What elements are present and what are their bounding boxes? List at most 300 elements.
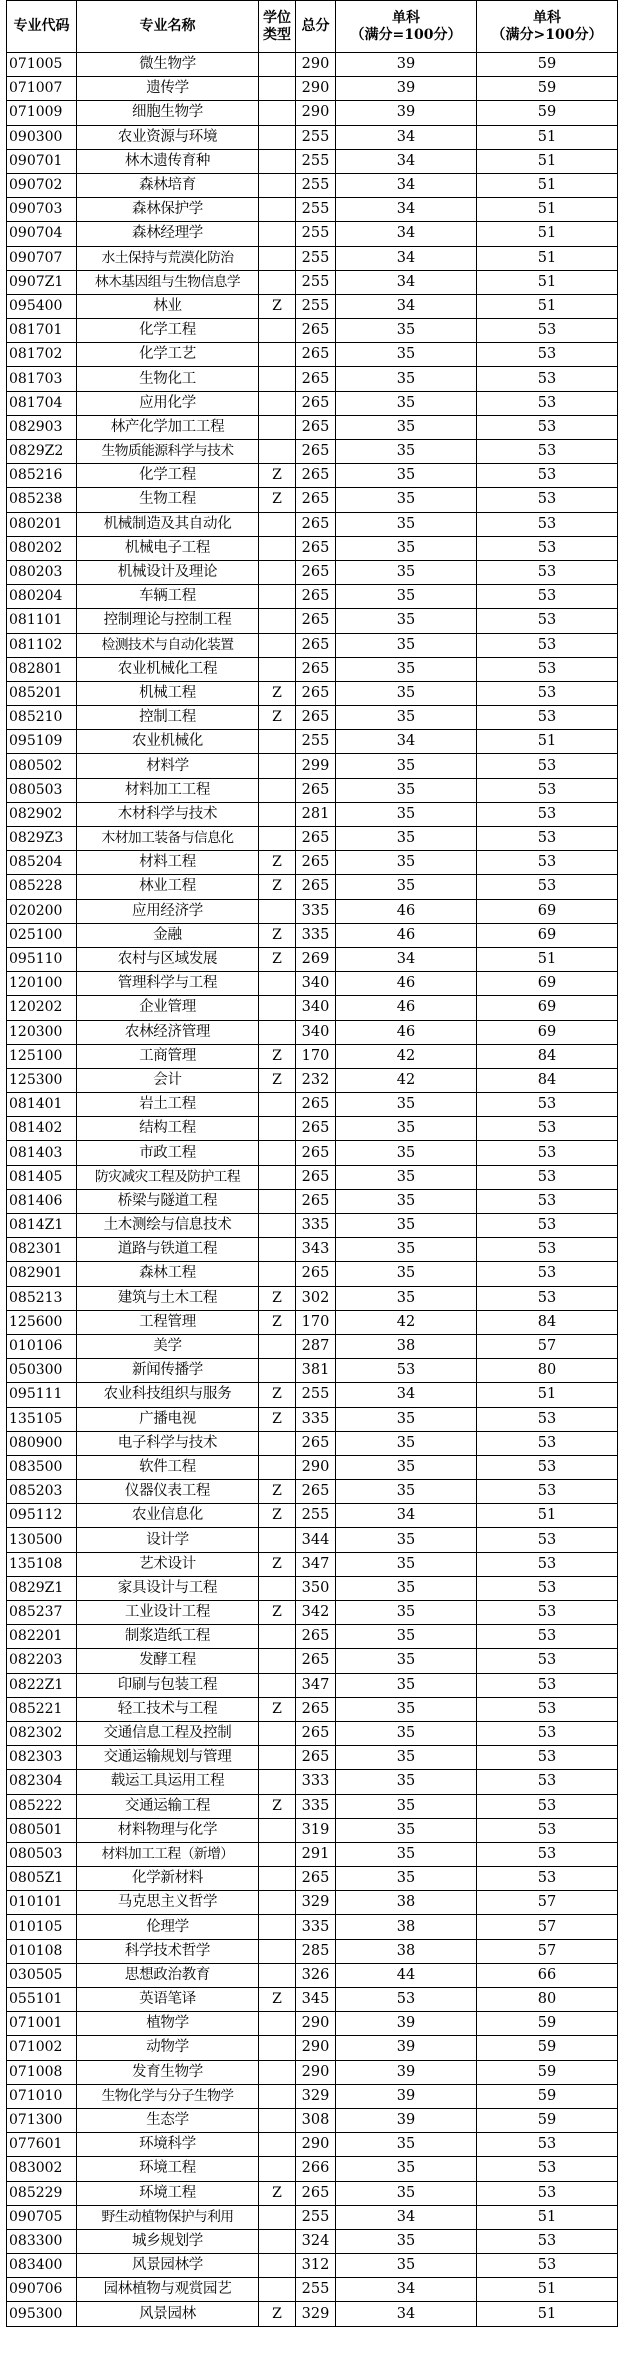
cell-single-over-100: 53 bbox=[477, 585, 618, 609]
cell-single-100: 35 bbox=[336, 440, 477, 464]
cell-degree bbox=[259, 2133, 296, 2157]
cell-single-over-100: 53 bbox=[477, 536, 618, 560]
cell-single-over-100: 51 bbox=[477, 294, 618, 318]
cell-code: 081401 bbox=[7, 1093, 77, 1117]
cell-code: 030505 bbox=[7, 1963, 77, 1987]
table-row bbox=[7, 246, 618, 270]
cell-degree: Z bbox=[259, 1552, 296, 1576]
cell-name: 化学工艺 bbox=[77, 343, 259, 367]
cell-name: 动物学 bbox=[77, 2036, 259, 2060]
cell-degree: Z bbox=[259, 1794, 296, 1818]
cell-total: 340 bbox=[296, 972, 336, 996]
cell-code: 080503 bbox=[7, 1842, 77, 1866]
table-row bbox=[7, 1552, 618, 1576]
cell-degree bbox=[259, 125, 296, 149]
cell-degree bbox=[259, 2036, 296, 2060]
cell-single-over-100: 53 bbox=[477, 1455, 618, 1479]
cell-code: 090705 bbox=[7, 2205, 77, 2229]
cell-single-over-100: 59 bbox=[477, 2084, 618, 2108]
cell-code: 085210 bbox=[7, 706, 77, 730]
cell-degree bbox=[259, 101, 296, 125]
cell-single-over-100: 53 bbox=[477, 1601, 618, 1625]
cell-total: 255 bbox=[296, 173, 336, 197]
cell-code: 085238 bbox=[7, 488, 77, 512]
table-row bbox=[7, 2181, 618, 2205]
cell-total: 265 bbox=[296, 1625, 336, 1649]
header-single-over-100-line1: 单科 bbox=[533, 9, 561, 26]
cell-total: 335 bbox=[296, 899, 336, 923]
cell-code: 085237 bbox=[7, 1601, 77, 1625]
cell-single-100: 34 bbox=[336, 730, 477, 754]
cell-total: 299 bbox=[296, 754, 336, 778]
table-row bbox=[7, 633, 618, 657]
cell-single-over-100: 57 bbox=[477, 1915, 618, 1939]
cell-name: 交通信息工程及控制 bbox=[77, 1721, 259, 1745]
cell-total: 319 bbox=[296, 1818, 336, 1842]
cell-name: 印刷与包装工程 bbox=[77, 1673, 259, 1697]
cell-degree: Z bbox=[259, 1407, 296, 1431]
cell-code: 081704 bbox=[7, 391, 77, 415]
cell-degree bbox=[259, 319, 296, 343]
cell-total: 324 bbox=[296, 2229, 336, 2253]
cell-total: 312 bbox=[296, 2254, 336, 2278]
cell-code: 0822Z1 bbox=[7, 1673, 77, 1697]
cell-single-over-100: 53 bbox=[477, 802, 618, 826]
cell-degree bbox=[259, 778, 296, 802]
table-row bbox=[7, 2133, 618, 2157]
cell-total: 265 bbox=[296, 1721, 336, 1745]
cell-name: 植物学 bbox=[77, 2012, 259, 2036]
cell-degree bbox=[259, 996, 296, 1020]
cell-single-over-100: 51 bbox=[477, 2278, 618, 2302]
cell-total: 302 bbox=[296, 1286, 336, 1310]
cell-total: 265 bbox=[296, 1697, 336, 1721]
cell-total: 290 bbox=[296, 2036, 336, 2060]
cell-single-over-100: 53 bbox=[477, 1480, 618, 1504]
cell-degree bbox=[259, 1770, 296, 1794]
cell-code: 090300 bbox=[7, 125, 77, 149]
cell-name: 英语笔译 bbox=[77, 1988, 259, 2012]
cell-code: 083002 bbox=[7, 2157, 77, 2181]
cell-total: 347 bbox=[296, 1673, 336, 1697]
cell-single-over-100: 59 bbox=[477, 2012, 618, 2036]
cell-total: 255 bbox=[296, 294, 336, 318]
table-row bbox=[7, 1673, 618, 1697]
cell-code: 082302 bbox=[7, 1721, 77, 1745]
cell-degree bbox=[259, 657, 296, 681]
cell-name: 森林培育 bbox=[77, 173, 259, 197]
cell-code: 081102 bbox=[7, 633, 77, 657]
cell-single-over-100: 53 bbox=[477, 633, 618, 657]
cell-name: 生物化学与分子生物学 bbox=[77, 2084, 259, 2108]
cell-single-over-100: 53 bbox=[477, 1649, 618, 1673]
cell-total: 265 bbox=[296, 657, 336, 681]
cell-name: 控制工程 bbox=[77, 706, 259, 730]
cell-degree bbox=[259, 2229, 296, 2253]
cell-single-100: 35 bbox=[336, 2229, 477, 2253]
cell-single-100: 35 bbox=[336, 1455, 477, 1479]
table-row bbox=[7, 2108, 618, 2132]
cell-single-100: 34 bbox=[336, 222, 477, 246]
cell-name: 园林植物与观赏园艺 bbox=[77, 2278, 259, 2302]
table-row bbox=[7, 1238, 618, 1262]
cell-single-100: 35 bbox=[336, 1552, 477, 1576]
cell-degree bbox=[259, 222, 296, 246]
cell-single-over-100: 69 bbox=[477, 972, 618, 996]
cell-single-over-100: 53 bbox=[477, 1262, 618, 1286]
table-row bbox=[7, 657, 618, 681]
cell-total: 290 bbox=[296, 2133, 336, 2157]
table-row bbox=[7, 1068, 618, 1092]
cell-name: 化学工程 bbox=[77, 319, 259, 343]
table-row bbox=[7, 1794, 618, 1818]
cell-single-over-100: 53 bbox=[477, 1431, 618, 1455]
cell-total: 265 bbox=[296, 512, 336, 536]
cell-code: 050300 bbox=[7, 1359, 77, 1383]
cell-code: 095400 bbox=[7, 294, 77, 318]
cell-single-100: 46 bbox=[336, 923, 477, 947]
cell-total: 269 bbox=[296, 947, 336, 971]
score-table-container bbox=[6, 0, 617, 2327]
cell-single-100: 35 bbox=[336, 2254, 477, 2278]
table-row bbox=[7, 1770, 618, 1794]
cell-name: 结构工程 bbox=[77, 1117, 259, 1141]
cell-name: 生物化工 bbox=[77, 367, 259, 391]
cell-total: 285 bbox=[296, 1939, 336, 1963]
cell-degree bbox=[259, 2278, 296, 2302]
cell-degree bbox=[259, 1891, 296, 1915]
cell-degree bbox=[259, 1189, 296, 1213]
cell-single-over-100: 53 bbox=[477, 1552, 618, 1576]
cell-name: 桥梁与隧道工程 bbox=[77, 1189, 259, 1213]
cell-name: 农业机械化工程 bbox=[77, 657, 259, 681]
cell-total: 347 bbox=[296, 1552, 336, 1576]
table-row bbox=[7, 1625, 618, 1649]
table-row bbox=[7, 1842, 618, 1866]
cell-single-over-100: 69 bbox=[477, 1020, 618, 1044]
cell-total: 329 bbox=[296, 2302, 336, 2326]
cell-code: 082203 bbox=[7, 1649, 77, 1673]
cell-single-over-100: 53 bbox=[477, 1528, 618, 1552]
cell-degree bbox=[259, 440, 296, 464]
cell-single-100: 53 bbox=[336, 1988, 477, 2012]
cell-total: 265 bbox=[296, 488, 336, 512]
cell-total: 335 bbox=[296, 1407, 336, 1431]
cell-single-over-100: 53 bbox=[477, 1238, 618, 1262]
cell-degree bbox=[259, 2012, 296, 2036]
cell-single-100: 35 bbox=[336, 657, 477, 681]
cell-degree: Z bbox=[259, 681, 296, 705]
cell-total: 255 bbox=[296, 1383, 336, 1407]
cell-total: 255 bbox=[296, 2205, 336, 2229]
cell-code: 135105 bbox=[7, 1407, 77, 1431]
table-row bbox=[7, 923, 618, 947]
cell-single-over-100: 53 bbox=[477, 657, 618, 681]
cell-total: 255 bbox=[296, 246, 336, 270]
cell-single-over-100: 51 bbox=[477, 1504, 618, 1528]
cell-code: 081701 bbox=[7, 319, 77, 343]
table-row bbox=[7, 730, 618, 754]
cell-name: 农业信息化 bbox=[77, 1504, 259, 1528]
table-row bbox=[7, 1746, 618, 1770]
cell-single-100: 38 bbox=[336, 1891, 477, 1915]
table-row bbox=[7, 1093, 618, 1117]
cell-degree: Z bbox=[259, 1504, 296, 1528]
cell-name: 风景园林 bbox=[77, 2302, 259, 2326]
cell-code: 0805Z1 bbox=[7, 1867, 77, 1891]
cell-single-over-100: 59 bbox=[477, 2108, 618, 2132]
cell-code: 095300 bbox=[7, 2302, 77, 2326]
cell-single-over-100: 80 bbox=[477, 1988, 618, 2012]
table-header bbox=[7, 1, 618, 53]
cell-single-over-100: 53 bbox=[477, 706, 618, 730]
cell-name: 交通运输工程 bbox=[77, 1794, 259, 1818]
cell-name: 载运工具运用工程 bbox=[77, 1770, 259, 1794]
cell-total: 170 bbox=[296, 1044, 336, 1068]
cell-name: 道路与铁道工程 bbox=[77, 1238, 259, 1262]
cell-single-over-100: 59 bbox=[477, 101, 618, 125]
table-body bbox=[7, 53, 618, 2327]
cell-single-over-100: 51 bbox=[477, 222, 618, 246]
cell-single-100: 35 bbox=[336, 1165, 477, 1189]
cell-single-100: 35 bbox=[336, 1093, 477, 1117]
cell-single-100: 38 bbox=[336, 1915, 477, 1939]
cell-total: 290 bbox=[296, 53, 336, 77]
cell-total: 265 bbox=[296, 536, 336, 560]
cell-name: 制浆造纸工程 bbox=[77, 1625, 259, 1649]
cell-code: 082201 bbox=[7, 1625, 77, 1649]
cell-single-100: 35 bbox=[336, 706, 477, 730]
cell-single-100: 34 bbox=[336, 947, 477, 971]
table-row bbox=[7, 1988, 618, 2012]
cell-total: 290 bbox=[296, 2012, 336, 2036]
cell-single-100: 35 bbox=[336, 1286, 477, 1310]
cell-single-100: 35 bbox=[336, 1721, 477, 1745]
cell-single-100: 35 bbox=[336, 1262, 477, 1286]
cell-name: 企业管理 bbox=[77, 996, 259, 1020]
cell-name: 林业 bbox=[77, 294, 259, 318]
table-row bbox=[7, 77, 618, 101]
cell-total: 265 bbox=[296, 681, 336, 705]
cell-code: 081402 bbox=[7, 1117, 77, 1141]
cell-degree: Z bbox=[259, 1697, 296, 1721]
table-row bbox=[7, 1044, 618, 1068]
cell-total: 265 bbox=[296, 827, 336, 851]
cell-code: 085203 bbox=[7, 1480, 77, 1504]
cell-total: 344 bbox=[296, 1528, 336, 1552]
cell-total: 335 bbox=[296, 923, 336, 947]
cell-degree bbox=[259, 1117, 296, 1141]
table-row bbox=[7, 899, 618, 923]
cell-single-over-100: 53 bbox=[477, 2181, 618, 2205]
cell-single-100: 35 bbox=[336, 681, 477, 705]
cell-single-100: 35 bbox=[336, 1601, 477, 1625]
cell-degree bbox=[259, 1141, 296, 1165]
cell-name: 环境工程 bbox=[77, 2181, 259, 2205]
cell-single-100: 34 bbox=[336, 2205, 477, 2229]
cell-total: 265 bbox=[296, 319, 336, 343]
cell-degree: Z bbox=[259, 2181, 296, 2205]
cell-name: 市政工程 bbox=[77, 1141, 259, 1165]
cell-code: 080501 bbox=[7, 1818, 77, 1842]
table-row bbox=[7, 2012, 618, 2036]
table-row bbox=[7, 947, 618, 971]
table-row bbox=[7, 1480, 618, 1504]
cell-code: 010108 bbox=[7, 1939, 77, 1963]
cell-single-100: 35 bbox=[336, 1528, 477, 1552]
cell-name: 森林经理学 bbox=[77, 222, 259, 246]
header-row bbox=[7, 1, 618, 53]
table-row bbox=[7, 1455, 618, 1479]
cell-single-over-100: 53 bbox=[477, 851, 618, 875]
cell-single-over-100: 57 bbox=[477, 1891, 618, 1915]
cell-single-100: 39 bbox=[336, 53, 477, 77]
cell-code: 085221 bbox=[7, 1697, 77, 1721]
cell-single-over-100: 53 bbox=[477, 415, 618, 439]
cell-single-100: 35 bbox=[336, 415, 477, 439]
cell-single-100: 42 bbox=[336, 1068, 477, 1092]
cell-total: 255 bbox=[296, 2278, 336, 2302]
header-total: 总分 bbox=[296, 1, 336, 53]
cell-degree bbox=[259, 536, 296, 560]
cell-single-over-100: 53 bbox=[477, 367, 618, 391]
cell-single-over-100: 51 bbox=[477, 125, 618, 149]
cell-single-over-100: 53 bbox=[477, 512, 618, 536]
cell-name: 建筑与土木工程 bbox=[77, 1286, 259, 1310]
table-row bbox=[7, 2060, 618, 2084]
header-single-100-line2: （满分=100分） bbox=[350, 26, 462, 43]
cell-single-100: 34 bbox=[336, 198, 477, 222]
cell-degree bbox=[259, 2060, 296, 2084]
table-row bbox=[7, 488, 618, 512]
cell-single-over-100: 51 bbox=[477, 149, 618, 173]
table-row bbox=[7, 440, 618, 464]
cell-name: 马克思主义哲学 bbox=[77, 1891, 259, 1915]
cell-code: 080503 bbox=[7, 778, 77, 802]
cell-single-100: 35 bbox=[336, 1649, 477, 1673]
cell-name: 材料加工工程 bbox=[77, 778, 259, 802]
cell-single-100: 34 bbox=[336, 2278, 477, 2302]
cell-degree bbox=[259, 149, 296, 173]
cell-single-over-100: 57 bbox=[477, 1334, 618, 1358]
table-row bbox=[7, 560, 618, 584]
cell-name: 防灾减灾工程及防护工程 bbox=[77, 1165, 259, 1189]
cell-name: 林业工程 bbox=[77, 875, 259, 899]
cell-degree: Z bbox=[259, 706, 296, 730]
cell-name: 机械电子工程 bbox=[77, 536, 259, 560]
cell-code: 081403 bbox=[7, 1141, 77, 1165]
cell-name: 农业科技组织与服务 bbox=[77, 1383, 259, 1407]
cell-degree bbox=[259, 1625, 296, 1649]
cell-single-100: 35 bbox=[336, 802, 477, 826]
cell-degree bbox=[259, 585, 296, 609]
cell-name: 软件工程 bbox=[77, 1455, 259, 1479]
cell-single-over-100: 53 bbox=[477, 1189, 618, 1213]
cell-single-100: 34 bbox=[336, 270, 477, 294]
table-row bbox=[7, 2084, 618, 2108]
cell-name: 林产化学加工工程 bbox=[77, 415, 259, 439]
cell-total: 335 bbox=[296, 1214, 336, 1238]
table-row bbox=[7, 1286, 618, 1310]
cell-name: 科学技术哲学 bbox=[77, 1939, 259, 1963]
cell-name: 机械工程 bbox=[77, 681, 259, 705]
cell-name: 土木测绘与信息技术 bbox=[77, 1214, 259, 1238]
table-row bbox=[7, 585, 618, 609]
table-row bbox=[7, 778, 618, 802]
cell-code: 0829Z3 bbox=[7, 827, 77, 851]
table-row bbox=[7, 802, 618, 826]
cell-degree bbox=[259, 1576, 296, 1600]
table-row bbox=[7, 1867, 618, 1891]
table-row bbox=[7, 827, 618, 851]
cell-degree bbox=[259, 53, 296, 77]
cell-degree bbox=[259, 2205, 296, 2229]
cell-single-100: 35 bbox=[336, 1697, 477, 1721]
cell-single-100: 35 bbox=[336, 1673, 477, 1697]
cell-code: 071009 bbox=[7, 101, 77, 125]
cell-code: 081703 bbox=[7, 367, 77, 391]
cell-single-over-100: 53 bbox=[477, 1117, 618, 1141]
cell-single-100: 35 bbox=[336, 512, 477, 536]
cell-degree bbox=[259, 899, 296, 923]
cell-total: 265 bbox=[296, 778, 336, 802]
table-row bbox=[7, 754, 618, 778]
cell-name: 管理科学与工程 bbox=[77, 972, 259, 996]
cell-code: 083400 bbox=[7, 2254, 77, 2278]
table-row bbox=[7, 294, 618, 318]
cell-degree bbox=[259, 1165, 296, 1189]
cell-single-100: 39 bbox=[336, 101, 477, 125]
header-code: 专业代码 bbox=[7, 1, 77, 53]
cell-name: 机械设计及理论 bbox=[77, 560, 259, 584]
cell-single-100: 34 bbox=[336, 294, 477, 318]
cell-code: 082304 bbox=[7, 1770, 77, 1794]
cell-single-over-100: 53 bbox=[477, 391, 618, 415]
cell-code: 080204 bbox=[7, 585, 77, 609]
cell-degree: Z bbox=[259, 1601, 296, 1625]
table-row bbox=[7, 1262, 618, 1286]
cell-total: 265 bbox=[296, 1189, 336, 1213]
cell-code: 077601 bbox=[7, 2133, 77, 2157]
cell-name: 机械制造及其自动化 bbox=[77, 512, 259, 536]
cell-degree bbox=[259, 1238, 296, 1262]
cell-total: 265 bbox=[296, 415, 336, 439]
cell-code: 085222 bbox=[7, 1794, 77, 1818]
header-single-100-line1: 单科 bbox=[392, 9, 420, 26]
cell-single-100: 35 bbox=[336, 367, 477, 391]
cell-single-over-100: 53 bbox=[477, 1794, 618, 1818]
cell-single-over-100: 53 bbox=[477, 778, 618, 802]
cell-degree bbox=[259, 827, 296, 851]
score-table bbox=[6, 0, 618, 2327]
cell-code: 125600 bbox=[7, 1310, 77, 1334]
cell-degree: Z bbox=[259, 2302, 296, 2326]
cell-single-100: 39 bbox=[336, 77, 477, 101]
cell-code: 010106 bbox=[7, 1334, 77, 1358]
cell-single-100: 35 bbox=[336, 754, 477, 778]
cell-name: 森林保护学 bbox=[77, 198, 259, 222]
cell-total: 255 bbox=[296, 125, 336, 149]
table-row bbox=[7, 1020, 618, 1044]
cell-single-100: 35 bbox=[336, 1141, 477, 1165]
cell-name: 设计学 bbox=[77, 1528, 259, 1552]
cell-name: 电子科学与技术 bbox=[77, 1431, 259, 1455]
cell-name: 细胞生物学 bbox=[77, 101, 259, 125]
cell-total: 287 bbox=[296, 1334, 336, 1358]
cell-degree: Z bbox=[259, 923, 296, 947]
cell-single-100: 34 bbox=[336, 1504, 477, 1528]
cell-single-over-100: 53 bbox=[477, 488, 618, 512]
